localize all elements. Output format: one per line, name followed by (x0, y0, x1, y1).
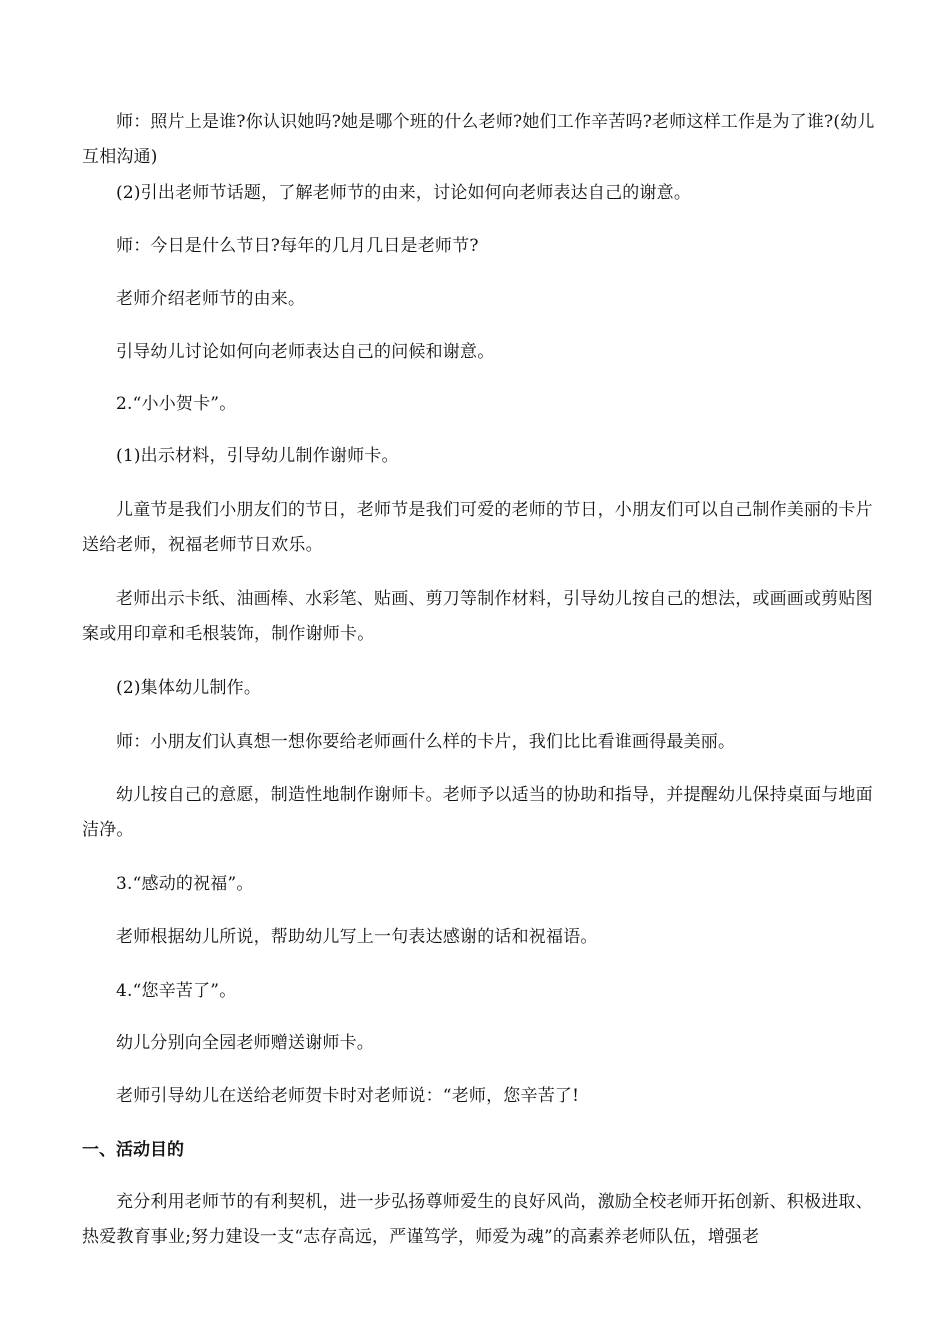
paragraph-6: 2.“小小贺卡”。 (116, 394, 237, 414)
paragraph-7: (1)出示材料，引导幼儿制作谢师卡。 (116, 446, 399, 466)
paragraph-14: 老师根据幼儿所说，帮助幼儿写上一句表达感谢的话和祝福语。 (116, 927, 598, 947)
paragraph-8: 儿童节是我们小朋友们的节日，老师节是我们可爱的老师的节日，小朋友们可以自己制作美丽的卡片送给老师，祝福老师节日欢乐。 (82, 500, 873, 555)
paragraph-4: 老师介绍老师节的由来。 (116, 289, 306, 309)
paragraph-12: 幼儿按自己的意愿，制造性地制作谢师卡。老师予以适当的协助和指导，并提醒幼儿保持桌面与地面洁净。 (82, 785, 873, 840)
paragraph-17: 老师引导幼儿在送给老师贺卡时对老师说：“老师，您辛苦了! (116, 1086, 580, 1106)
paragraph-11: 师：小朋友们认真想一想你要给老师画什么样的卡片，我们比比看谁画得最美丽。 (116, 732, 736, 752)
paragraph-15: 4.“您辛苦了”。 (116, 981, 237, 1001)
paragraph-3: 师：今日是什么节日?每年的几月几日是老师节? (116, 236, 479, 256)
paragraph-9: 老师出示卡纸、油画棒、水彩笔、贴画、剪刀等制作材料，引导幼儿按自己的想法，或画画或剪贴图案或用印章和毛根装饰，制作谢师卡。 (82, 589, 873, 644)
paragraph-16: 幼儿分别向全园老师赠送谢师卡。 (116, 1033, 374, 1053)
final-paragraph: 充分利用老师节的有利契机，进一步弘扬尊师爱生的良好风尚，激励全校老师开拓创新、积极进取、热爱教育事业;努力建设一支“志存高远，严谨笃学，师爱为魂”的高素养老师队伍，增强老 (82, 1192, 873, 1247)
paragraph-5: 引导幼儿讨论如何向老师表达自己的问候和谢意。 (116, 342, 495, 362)
paragraph-1: 师：照片上是谁?你认识她吗?她是哪个班的什么老师?她们工作辛苦吗?老师这样工作是为了谁?(幼儿互相沟通) (82, 112, 875, 167)
section-heading: 一、活动目的 (82, 1140, 184, 1160)
paragraph-13: 3.“感动的祝福”。 (116, 874, 254, 894)
paragraph-2: (2)引出老师节话题，了解老师节的由来，讨论如何向老师表达自己的谢意。 (116, 183, 692, 203)
paragraph-10: (2)集体幼儿制作。 (116, 678, 262, 698)
